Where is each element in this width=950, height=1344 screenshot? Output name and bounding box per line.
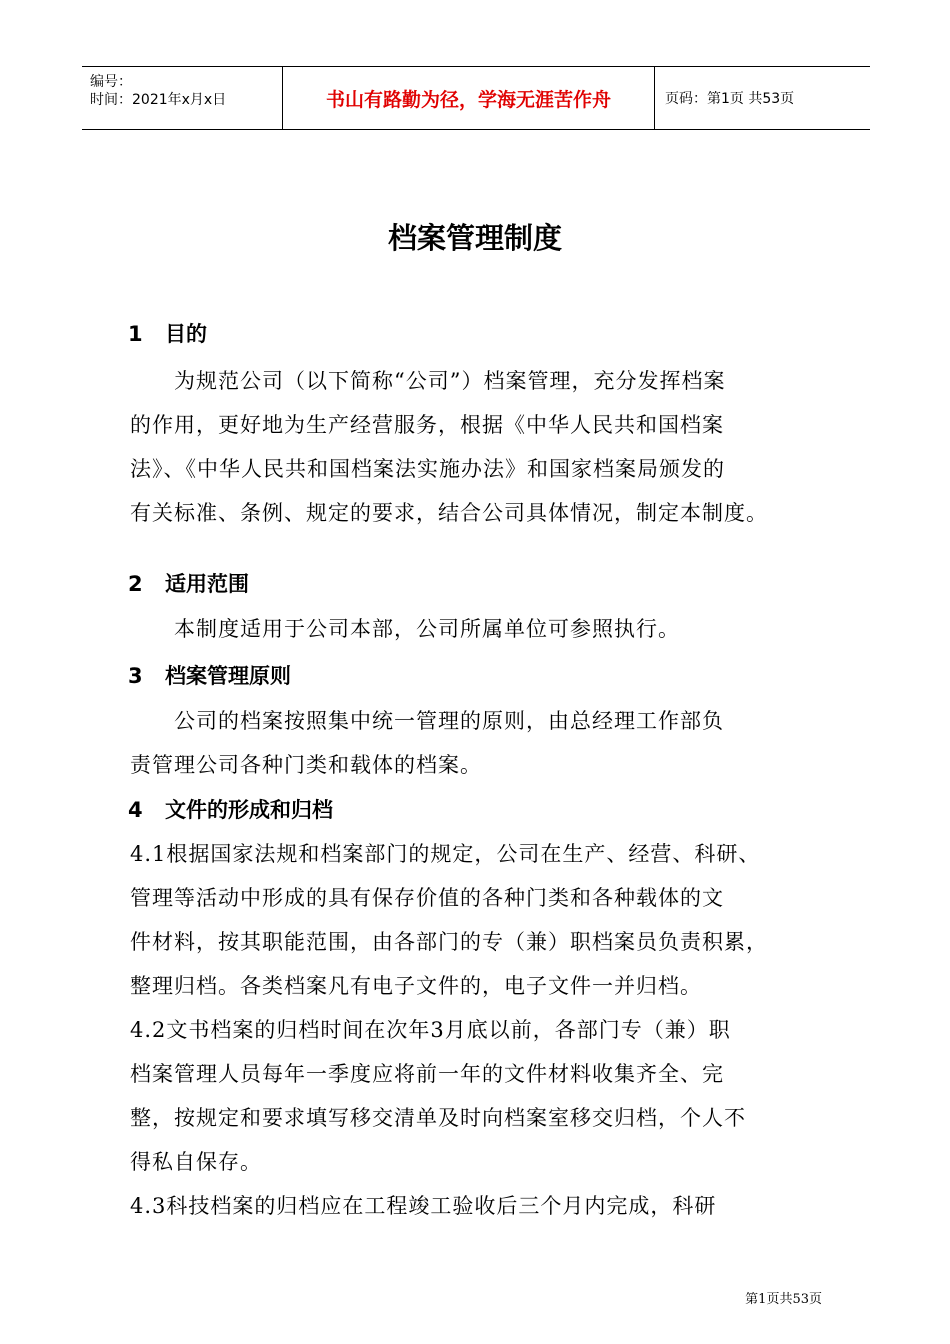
header-motto: 书山有路勤为径，学海无涯苦作舟 <box>282 67 655 129</box>
paragraph-line: 得私自保存。 <box>130 1150 262 1174</box>
paragraph-line: 4.1根据国家法规和档案部门的规定，公司在生产、经营、科研、 <box>130 842 761 866</box>
paragraph-line: 的作用，更好地为生产经营服务，根据《中华人民共和国档案 <box>130 413 724 437</box>
header-page-info: 页码：第1页 共53页 <box>665 91 795 107</box>
paragraph-line: 整理归档。各类档案凡有电子文件的，电子文件一并归档。 <box>130 974 702 998</box>
section-title: 目的 <box>165 322 207 346</box>
section-number: 2 <box>128 572 143 596</box>
paragraph-line: 法》、《中华人民共和国档案法实施办法》和国家档案局颁发的 <box>130 457 725 481</box>
document-number-label: 编号： <box>90 74 132 90</box>
paragraph-line: 4.3科技档案的归档应在工程竣工验收后三个月内完成，科研 <box>130 1194 717 1218</box>
paragraph-4-3 <box>130 1184 830 1228</box>
section-number: 4 <box>128 798 143 822</box>
section-title: 适用范围 <box>165 572 249 596</box>
paragraph-line: 档案管理人员每年一季度应将前一年的文件材料收集齐全、完 <box>130 1062 724 1086</box>
paragraph-line: 责管理公司各种门类和载体的档案。 <box>130 753 482 777</box>
section-heading-3 <box>128 660 291 690</box>
paragraph-line: 本制度适用于公司本部，公司所属单位可参照执行。 <box>130 617 680 641</box>
paragraph-line: 整，按规定和要求填写移交清单及时向档案室移交归档，个人不 <box>130 1106 746 1130</box>
section-heading-2 <box>128 568 249 598</box>
paragraph-purpose <box>130 359 830 535</box>
paragraph-4-1 <box>130 832 830 1008</box>
paragraph-line: 4.2文书档案的归档时间在次年3月底以前，各部门专（兼）职 <box>130 1018 731 1042</box>
paragraph-line: 有关标准、条例、规定的要求，结合公司具体情况，制定本制度。 <box>130 501 768 525</box>
section-title: 档案管理原则 <box>165 664 291 688</box>
section-heading-1 <box>128 318 207 348</box>
section-number: 1 <box>128 322 143 346</box>
paragraph-line: 件材料，按其职能范围，由各部门的专（兼）职档案员负责积累， <box>130 930 768 954</box>
paragraph-scope <box>130 607 830 651</box>
paragraph-line: 公司的档案按照集中统一管理的原则，由总经理工作部负 <box>130 709 724 733</box>
document-time-label: 时间：2021年x月x日 <box>90 92 227 108</box>
section-heading-4 <box>128 794 333 824</box>
paragraph-principle <box>130 699 830 787</box>
section-number: 3 <box>128 664 143 688</box>
paragraph-line: 为规范公司（以下简称“公司”）档案管理，充分发挥档案 <box>130 369 726 393</box>
header-table <box>82 66 870 130</box>
section-title: 文件的形成和归档 <box>165 798 333 822</box>
header-meta-cell <box>82 67 282 129</box>
paragraph-line: 管理等活动中形成的具有保存价值的各种门类和各种载体的文 <box>130 886 724 910</box>
page-footer: 第1页共53页 <box>745 1292 822 1307</box>
paragraph-4-2 <box>130 1008 830 1184</box>
document-title: 档案管理制度 <box>387 221 562 255</box>
